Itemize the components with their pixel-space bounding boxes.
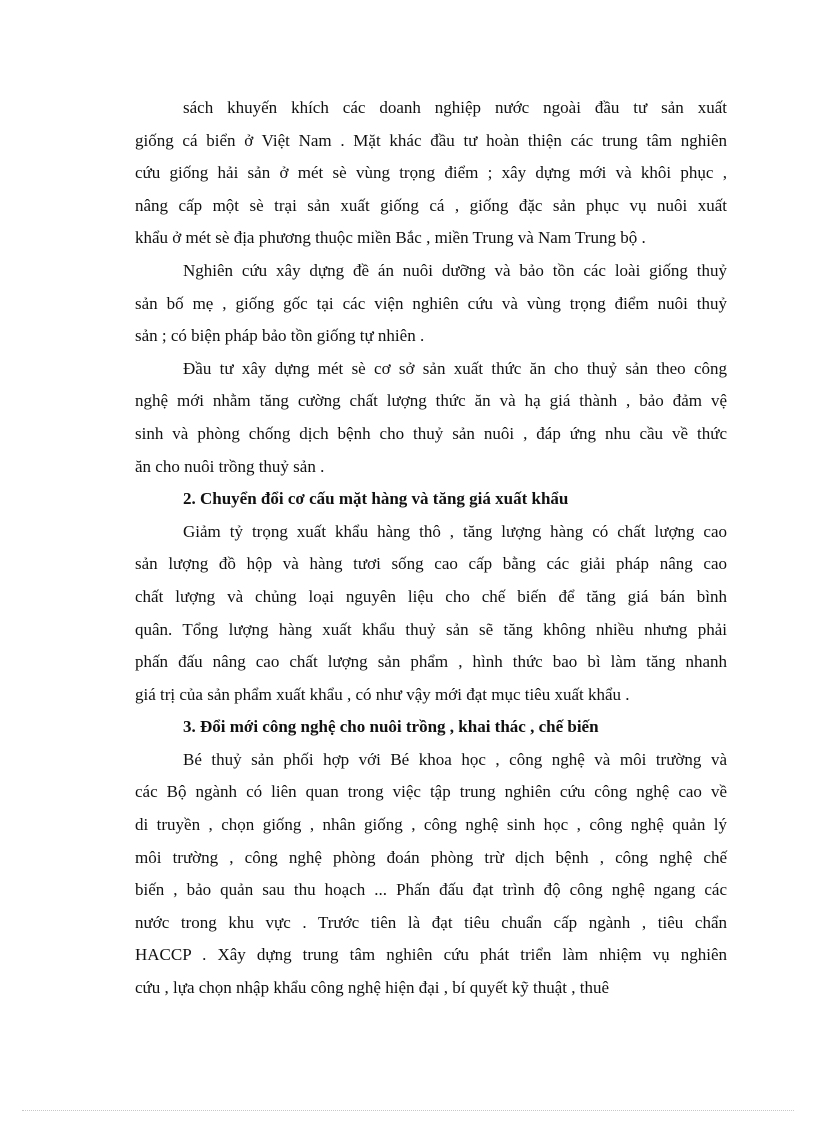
text-line: nâng cấp một sè trại sản xuất giống cá , giống đặc sản phục vụ nuôi xuất — [135, 195, 727, 215]
text-line: Nghiên cứu xây dựng đề án nuôi dưỡng và bảo tồn các loài giống thuỷ — [183, 260, 727, 280]
text-line: cứu giống hải sản ở mét sè vùng trọng điểm ; xây dựng mới và khôi phục , — [135, 163, 727, 183]
text-line: cứu , lựa chọn nhập khẩu công nghệ hiện đại , bí quyết kỹ thuật , thuê — [135, 978, 610, 998]
text-line: HACCP . Xây dựng trung tâm nghiên cứu phát triển làm nhiệm vụ nghiên — [135, 945, 727, 965]
text-line: các Bộ ngành có liên quan trong việc tập trung nghiên cứu công nghệ cao về — [135, 782, 727, 802]
text-line: sách khuyến khích các doanh nghiệp nước ngoài đầu tư sản xuất — [183, 98, 727, 117]
text-line: sinh và phòng chống dịch bệnh cho thuỷ sản nuôi , đáp ứng nhu cầu về thức — [135, 423, 727, 443]
text-line: Giảm tỷ trọng xuất khẩu hàng thô , tăng lượng hàng có chất lượng cao — [183, 521, 727, 541]
text-line: nước trong khu vực . Trước tiên là đạt tiêu chuẩn cấp ngành , tiêu chẩn — [135, 912, 727, 932]
text-line: sản lượng đồ hộp và hàng tươi sống cao cấp bằng các giải pháp nâng cao — [135, 554, 727, 574]
text-line: khẩu ở mét sè địa phương thuộc miền Bắc , miền Trung và Nam Trung bộ . — [135, 228, 646, 248]
page-bottom-divider — [22, 1110, 794, 1111]
text-line: nghệ mới nhằm tăng cường chất lượng thức ăn và hạ giá thành , bảo đảm vệ — [135, 391, 727, 411]
document-body — [135, 92, 727, 1005]
text-line: Bé thuỷ sản phối hợp với Bé khoa học , công nghệ và môi trường và — [183, 749, 727, 769]
section-heading: 3. Đổi mới công nghệ cho nuôi trồng , khai thác , chế biến — [183, 717, 599, 737]
text-line: giống cá biển ở Việt Nam . Mặt khác đầu tư hoàn thiện các trung tâm nghiên — [135, 130, 727, 150]
text-line: sản ; có biện pháp bảo tồn giống tự nhiên . — [135, 326, 425, 346]
text-line: phấn đấu nâng cao chất lượng sản phẩm , hình thức bao bì làm tăng nhanh — [135, 652, 727, 672]
section-heading: 2. Chuyển đổi cơ cấu mặt hàng và tăng giá xuất khẩu — [183, 489, 569, 509]
text-line: giá trị của sản phẩm xuất khẩu , có như vậy mới đạt mục tiêu xuất khẩu . — [135, 684, 630, 704]
text-line: di truyền , chọn giống , nhân giống , công nghệ sinh học , công nghệ quản lý — [135, 815, 727, 835]
text-line: biến , bảo quản sau thu hoạch ... Phấn đấu đạt trình độ công nghệ ngang các — [135, 880, 727, 900]
text-line: quân. Tổng lượng hàng xuất khẩu thuỷ sản sẽ tăng không nhiều nhưng phải — [135, 619, 727, 639]
text-line: sản bố mẹ , giống gốc tại các viện nghiên cứu và vùng trọng điểm nuôi thuỷ — [135, 293, 727, 313]
text-line: chất lượng và chủng loại nguyên liệu cho chế biến để tăng giá bán bình — [135, 586, 727, 606]
text-line: môi trường , công nghệ phòng đoán phòng trừ dịch bệnh , công nghệ chế — [135, 847, 727, 867]
text-line: Đầu tư xây dựng mét sè cơ sở sản xuất thức ăn cho thuỷ sản theo công — [183, 358, 727, 378]
text-line: ăn cho nuôi trồng thuỷ sản . — [135, 456, 325, 476]
